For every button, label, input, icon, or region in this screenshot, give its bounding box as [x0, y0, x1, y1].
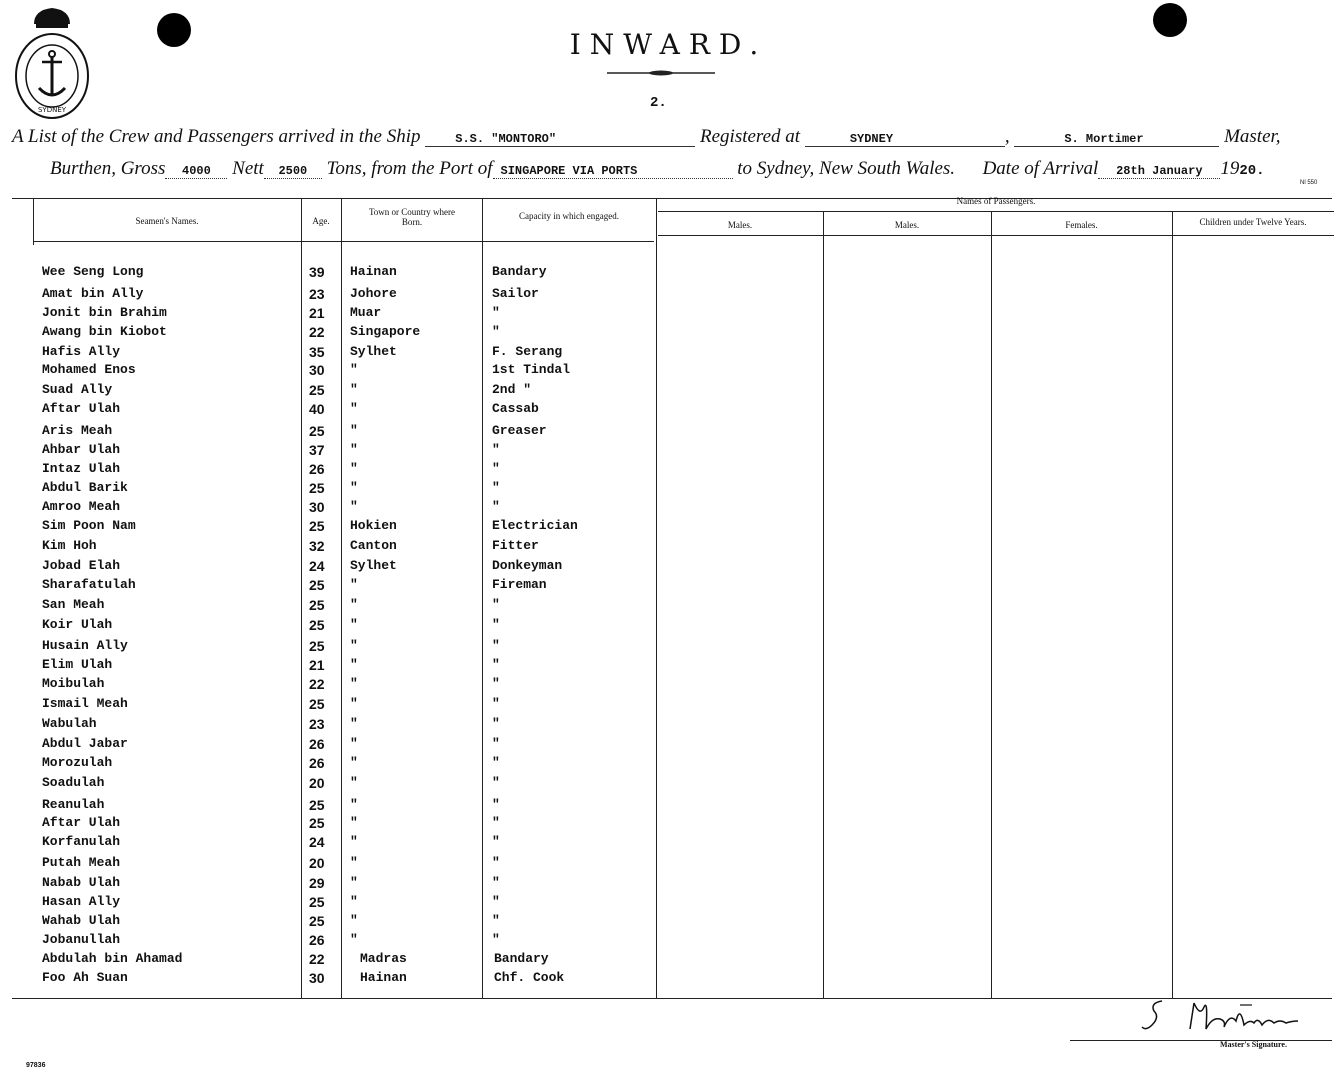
crew-name: Awang bin Kiobot [42, 324, 167, 339]
crew-name: Wabulah [42, 716, 97, 731]
crew-age: 25 [309, 913, 325, 929]
crew-age: 40 [309, 401, 325, 417]
crew-age: 26 [309, 932, 325, 948]
nett-label: Nett [232, 158, 264, 179]
burthen-label: Burthen, Gross [50, 158, 166, 179]
crew-capacity: " [492, 913, 500, 928]
stamp-number: 97836 [26, 1062, 46, 1069]
from-port: SINGAPORE VIA PORTS [493, 164, 733, 179]
crew-age: 29 [309, 875, 325, 891]
passenger-subheader-rule [658, 211, 1334, 212]
crew-capacity: " [492, 597, 500, 612]
crew-age: 26 [309, 736, 325, 752]
crew-name: Sim Poon Nam [42, 518, 136, 533]
crew-birthplace: " [350, 362, 358, 377]
crew-age: 25 [309, 797, 325, 813]
signature-line [1070, 1040, 1332, 1041]
registered-label: Registered at [700, 126, 801, 147]
crew-capacity: " [492, 736, 500, 751]
crew-capacity: " [492, 638, 500, 653]
header-bottom-rule [34, 241, 654, 242]
crew-birthplace: " [350, 755, 358, 770]
year-suffix: 20. [1239, 163, 1265, 179]
crew-capacity: " [492, 657, 500, 672]
crew-birthplace: Johore [350, 286, 397, 301]
crew-capacity: " [492, 324, 500, 339]
master-label: Master, [1224, 126, 1281, 147]
crew-name: Suad Ally [42, 382, 113, 397]
crew-name: San Meah [42, 597, 105, 612]
crew-capacity: Fireman [492, 577, 547, 592]
crew-capacity: " [492, 676, 500, 691]
crew-name: Soadulah [42, 775, 105, 790]
header-line-voyage [50, 158, 1265, 180]
passenger-header-bottom-rule [658, 235, 1334, 236]
crew-capacity: Donkeyman [492, 558, 563, 573]
crew-name: Hafis Ally [42, 344, 121, 359]
crew-birthplace: " [350, 657, 358, 672]
crew-age: 35 [309, 344, 325, 360]
crew-age: 25 [309, 815, 325, 831]
crew-name: Abdul Jabar [42, 736, 128, 751]
crew-name: Mohamed Enos [42, 362, 136, 377]
crew-birthplace: " [350, 401, 358, 416]
crew-age: 25 [309, 577, 325, 593]
ship-name: S.S. "MONTORO" [425, 132, 695, 147]
crew-name: Reanulah [42, 797, 105, 812]
crew-name: Aftar Ulah [42, 401, 121, 416]
crew-capacity: Bandary [494, 951, 549, 966]
crew-name: Sharafatulah [42, 577, 136, 592]
form-code: Nl 550 [1300, 180, 1318, 186]
crew-age: 25 [309, 617, 325, 633]
crew-name: Kim Hoh [42, 538, 97, 553]
arrival-label: Date of Arrival [982, 158, 1099, 179]
crew-age: 21 [309, 305, 325, 321]
crew-capacity: " [492, 894, 500, 909]
header-seamens-names: Seamen's Names. [135, 216, 199, 226]
crew-birthplace: Sylhet [350, 344, 397, 359]
crew-name: Husain Ally [42, 638, 128, 653]
crew-age: 30 [309, 970, 325, 986]
crew-name: Intaz Ulah [42, 461, 121, 476]
arrival-date: 28th January [1098, 164, 1220, 179]
crew-capacity: " [492, 815, 500, 830]
crew-birthplace: " [350, 736, 358, 751]
crew-capacity: Fitter [492, 538, 539, 553]
crew-age: 30 [309, 499, 325, 515]
crew-birthplace: " [350, 875, 358, 890]
title-ornament [607, 68, 715, 78]
crew-capacity: " [492, 797, 500, 812]
crew-capacity: Bandary [492, 264, 547, 279]
crew-age: 21 [309, 657, 325, 673]
crew-capacity: " [492, 461, 500, 476]
crew-age: 25 [309, 894, 325, 910]
crew-name: Moibulah [42, 676, 105, 691]
crew-name: Korfanulah [42, 834, 121, 849]
crew-name: Wee Seng Long [42, 264, 144, 279]
crew-capacity: Greaser [492, 423, 547, 438]
crew-birthplace: " [350, 442, 358, 457]
page-number: 2. [650, 95, 667, 111]
crew-capacity: " [492, 834, 500, 849]
crew-birthplace: Madras [360, 951, 407, 966]
crew-capacity: " [492, 442, 500, 457]
header-capacity: Capacity in which engaged. [519, 211, 619, 221]
col-divider-children [1172, 212, 1173, 999]
crew-birthplace: Hokien [350, 518, 397, 533]
crew-capacity: " [492, 499, 500, 514]
crew-birthplace: Hainan [350, 264, 397, 279]
crew-age: 26 [309, 755, 325, 771]
crew-age: 25 [309, 480, 325, 496]
crew-name: Morozulah [42, 755, 113, 770]
crew-age: 22 [309, 951, 325, 967]
crew-birthplace: " [350, 423, 358, 438]
crew-name: Jobanullah [42, 932, 121, 947]
crew-age: 30 [309, 362, 325, 378]
from-port-label: Tons, from the Port of [326, 158, 493, 179]
crew-birthplace: " [350, 499, 358, 514]
crew-birthplace: Hainan [360, 970, 407, 985]
crew-age: 25 [309, 638, 325, 654]
crew-age: 32 [309, 538, 325, 554]
crew-age: 25 [309, 696, 325, 712]
shipping-office-seal [12, 4, 92, 120]
crew-name: Abdulah bin Ahamad [42, 951, 183, 966]
crew-birthplace: Sylhet [350, 558, 397, 573]
crew-birthplace: " [350, 716, 358, 731]
crew-birthplace: " [350, 617, 358, 632]
header-males-1: Males. [727, 220, 753, 230]
crew-name: Elim Ulah [42, 657, 113, 672]
header-age: Age. [312, 216, 330, 226]
crew-birthplace: " [350, 797, 358, 812]
crew-capacity: " [492, 875, 500, 890]
crew-capacity: Chf. Cook [494, 970, 565, 985]
crew-age: 39 [309, 264, 325, 280]
crew-name: Amat bin Ally [42, 286, 144, 301]
crew-birthplace: " [350, 577, 358, 592]
crew-capacity: Electrician [492, 518, 578, 533]
crew-age: 24 [309, 834, 325, 850]
crew-birthplace: " [350, 855, 358, 870]
crew-capacity: Cassab [492, 401, 539, 416]
crew-birthplace: " [350, 638, 358, 653]
crew-age: 20 [309, 775, 325, 791]
crew-age: 25 [309, 597, 325, 613]
crew-name: Hasan Ally [42, 894, 121, 909]
seal-city: SYDNEY [37, 106, 67, 114]
page-title: INWARD. [569, 28, 768, 61]
col-divider-males2 [823, 212, 824, 999]
crew-name: Amroo Meah [42, 499, 121, 514]
crew-birthplace: " [350, 696, 358, 711]
crew-name: Abdul Barik [42, 480, 128, 495]
signature-label: Master's Signature. [1220, 1040, 1287, 1049]
crew-birthplace: " [350, 775, 358, 790]
master-name: S. Mortimer [1014, 132, 1219, 147]
crew-age: 25 [309, 423, 325, 439]
col-divider-age [301, 199, 302, 999]
crew-capacity: " [492, 716, 500, 731]
registered-port: SYDNEY [805, 132, 1005, 147]
crew-birthplace: " [350, 382, 358, 397]
col-divider-females [991, 212, 992, 999]
crew-name: Wahab Ulah [42, 913, 121, 928]
gross-tons: 4000 [165, 164, 227, 179]
header-born: Town or Country where Born. [368, 207, 456, 227]
crew-name: Foo Ah Suan [42, 970, 128, 985]
crew-birthplace: Singapore [350, 324, 421, 339]
table-bottom-rule [12, 998, 1332, 999]
crew-capacity: 1st Tindal [492, 362, 571, 377]
crew-age: 37 [309, 442, 325, 458]
crew-capacity: " [492, 617, 500, 632]
crew-birthplace: " [350, 834, 358, 849]
crew-age: 20 [309, 855, 325, 871]
crew-birthplace: " [350, 894, 358, 909]
master-signature [1140, 995, 1310, 1039]
crew-capacity: " [492, 480, 500, 495]
crew-birthplace: " [350, 815, 358, 830]
col-divider-capacity [482, 199, 483, 999]
header-males-2: Males. [894, 220, 920, 230]
crew-birthplace: " [350, 932, 358, 947]
crew-capacity: " [492, 932, 500, 947]
crew-name: Ahbar Ulah [42, 442, 121, 457]
nett-tons: 2500 [264, 164, 322, 179]
crew-name: Koir Ulah [42, 617, 113, 632]
crew-name: Nabab Ulah [42, 875, 121, 890]
header-passengers: Names of Passengers. [956, 196, 1036, 206]
year-prefix: 19 [1220, 158, 1240, 179]
col-divider-born [341, 199, 342, 999]
crew-capacity: " [492, 696, 500, 711]
crew-birthplace: " [350, 676, 358, 691]
crew-capacity: " [492, 755, 500, 770]
crew-age: 23 [309, 286, 325, 302]
comma: , [1004, 126, 1010, 147]
crew-capacity: 2nd " [492, 382, 532, 397]
crew-age: 22 [309, 676, 325, 692]
crew-age: 23 [309, 716, 325, 732]
crew-birthplace: Muar [350, 305, 382, 320]
crew-age: 25 [309, 382, 325, 398]
crew-name: Aftar Ulah [42, 815, 121, 830]
header-line-ship [12, 126, 1281, 148]
crew-birthplace: " [350, 480, 358, 495]
crew-birthplace: Canton [350, 538, 397, 553]
header-females: Females. [1065, 220, 1098, 230]
crew-birthplace: " [350, 597, 358, 612]
crew-name: Jonit bin Brahim [42, 305, 167, 320]
crew-age: 26 [309, 461, 325, 477]
crew-age: 25 [309, 518, 325, 534]
crew-age: 22 [309, 324, 325, 340]
crew-name: Aris Meah [42, 423, 113, 438]
crew-name: Ismail Meah [42, 696, 128, 711]
crew-birthplace: " [350, 913, 358, 928]
destination-label: to Sydney, New South Wales. [737, 158, 956, 179]
crew-capacity: " [492, 775, 500, 790]
ship-label: A List of the Crew and Passengers arrived in the Ship [12, 126, 421, 147]
crew-name: Jobad Elah [42, 558, 121, 573]
crew-capacity: Sailor [492, 286, 539, 301]
crew-capacity: F. Serang [492, 344, 563, 359]
crew-capacity: " [492, 305, 500, 320]
crew-name: Putah Meah [42, 855, 121, 870]
crew-capacity: " [492, 855, 500, 870]
header-children: Children under Twelve Years. [1199, 217, 1307, 227]
crew-birthplace: " [350, 461, 358, 476]
col-divider-passengers [656, 199, 657, 999]
crew-age: 24 [309, 558, 325, 574]
